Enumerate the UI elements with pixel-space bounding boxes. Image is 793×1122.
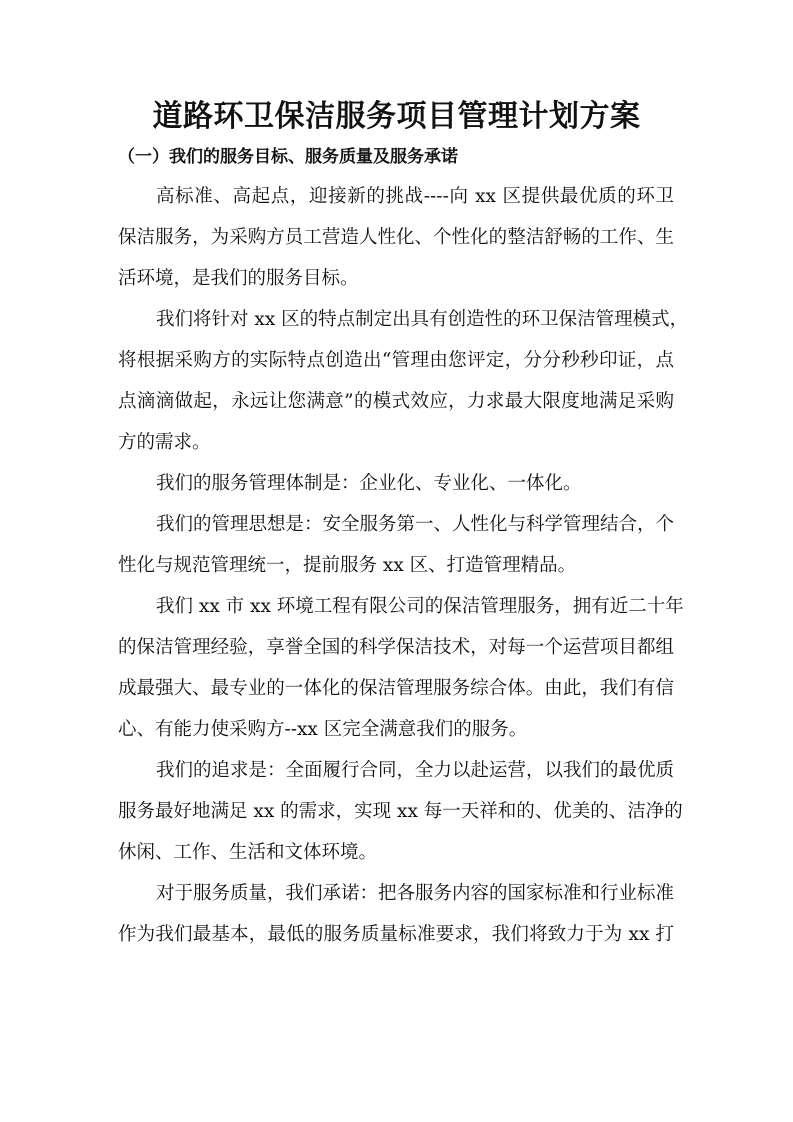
paragraph-line: 性化与规范管理统一，提前服务 xx 区、打造管理精品。 (118, 555, 577, 576)
paragraph (118, 504, 674, 586)
paragraph-line: 我们将针对 xx 区的特点制定出具有创造性的环卫保洁管理模式， (156, 309, 689, 330)
paragraph-line: 作为我们最基本，最低的服务质量标准要求，我们将致力于为 xx 打 (118, 924, 674, 945)
paragraph-line: 方的需求。 (118, 432, 211, 453)
paragraph-line: 成最强大、最专业的一体化的保洁管理服务综合体。由此，我们有信 (118, 678, 674, 699)
paragraph (118, 176, 674, 299)
paragraph-line: 服务最好地满足 xx 的需求，实现 xx 每一天祥和的、优美的、洁净的 (118, 801, 683, 822)
paragraph (118, 463, 674, 504)
paragraph (118, 586, 684, 750)
paragraph-line: 心、有能力使采购方--xx 区完全满意我们的服务。 (118, 719, 528, 740)
paragraph-line: 将根据采购方的实际特点创造出“管理由您评定，分分秒秒印证，点 (118, 350, 674, 371)
paragraph-line: 保洁服务，为采购方员工营造人性化、个性化的整洁舒畅的工作、生 (118, 227, 674, 248)
paragraph (118, 873, 674, 955)
paragraph-line: 我们的追求是：全面履行合同，全力以赴运营，以我们的最优质 (156, 760, 675, 781)
paragraph-line: 对于服务质量，我们承诺：把各服务内容的国家标准和行业标准 (156, 883, 675, 904)
paragraph (118, 750, 683, 873)
paragraph-line: 活环境，是我们的服务目标。 (118, 268, 359, 289)
document-body (118, 176, 689, 955)
document-title: 道路环卫保洁服务项目管理计划方案 (152, 99, 641, 134)
paragraph-line: 的保洁管理经验，享誉全国的科学保洁技术，对每一个运营项目都组 (118, 637, 674, 658)
section-heading: （一）我们的服务目标、服务质量及服务承诺 (118, 147, 458, 167)
paragraph-line: 我们 xx 市 xx 环境工程有限公司的保洁管理服务，拥有近二十年 (156, 596, 684, 617)
paragraph-line: 我们的服务管理体制是：企业化、专业化、一体化。 (156, 473, 582, 494)
paragraph-line: 休闲、工作、生活和文体环境。 (118, 842, 378, 863)
paragraph-line: 点滴滴做起，永远让您满意”的模式效应，力求最大限度地满足采购 (118, 391, 674, 412)
paragraph-line: 高标准、高起点，迎接新的挑战----向 xx 区提供最优质的环卫 (156, 186, 674, 207)
paragraph-line: 我们的管理思想是：安全服务第一、人性化与科学管理结合，个 (156, 514, 675, 535)
paragraph (118, 299, 689, 463)
